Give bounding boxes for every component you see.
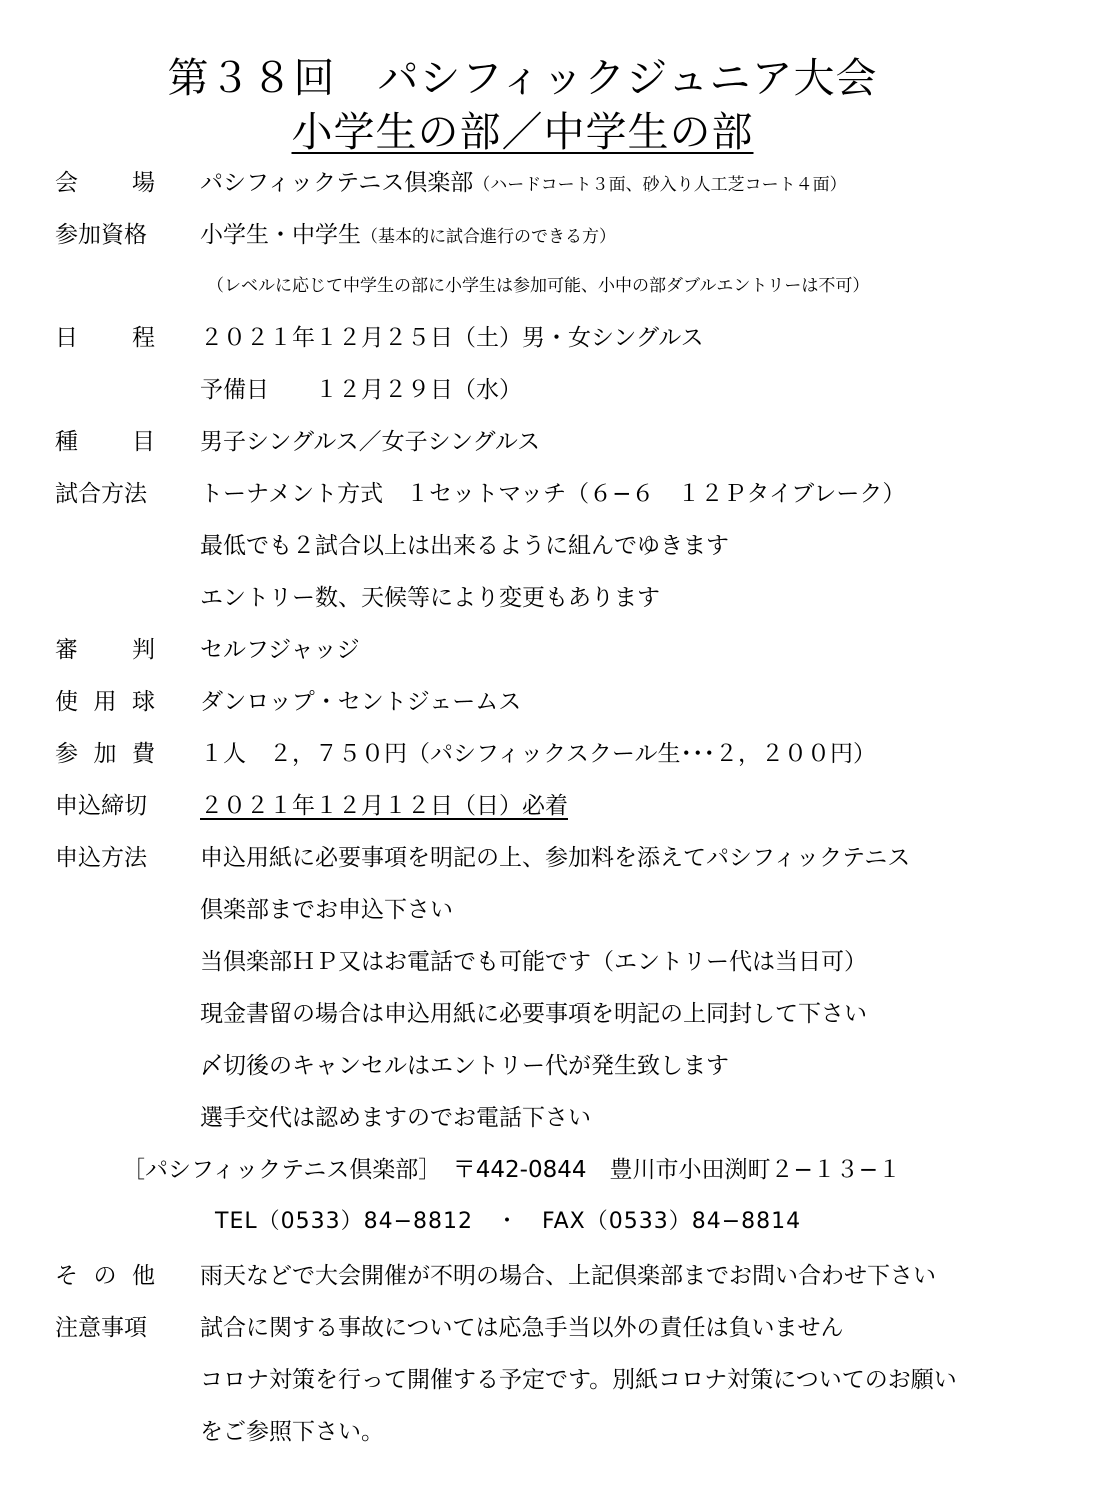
eligibility-note: （レベルに応じて中学生の部に小学生は参加可能、小中の部ダブルエントリーは不可） xyxy=(207,276,870,296)
notes-label: 注意事項 xyxy=(55,1315,147,1341)
schedule-date: ２０２１年１２月２５日（土）男・女シングルス xyxy=(200,325,704,351)
venue-row xyxy=(0,163,1100,203)
page-subtitle: 小学生の部／中学生の部 xyxy=(291,108,754,156)
referee-label: 審 判 xyxy=(55,637,155,663)
eligibility-label: 参加資格 xyxy=(55,222,147,248)
venue-label: 会 場 xyxy=(55,170,155,196)
format-label: 試合方法 xyxy=(55,481,147,507)
fee-label: 参 加 費 xyxy=(55,741,155,767)
events-label: 種 目 xyxy=(55,429,155,455)
application-row-2 xyxy=(0,890,1100,930)
eligibility-detail: （基本的に試合進行のできる方） xyxy=(361,227,616,247)
schedule-reserve: 予備日 １２月２９日（水） xyxy=(200,377,522,403)
application-line: 申込用紙に必要事項を明記の上、参加料を添えてパシフィックテニス xyxy=(200,845,911,871)
referee-row xyxy=(0,630,1100,670)
notes-row-2 xyxy=(0,1360,1100,1400)
eligibility-note-row xyxy=(0,266,1100,306)
application-line: 現金書留の場合は申込用紙に必要事項を明記の上同封して下さい xyxy=(200,1001,867,1027)
format-line: トーナメント方式 １セットマッチ（６−６ １２Ｐタイブレーク） xyxy=(200,481,906,507)
deadline-value: ２０２１年１２月１２日（日）必着 xyxy=(200,793,568,819)
other-label: そ の 他 xyxy=(55,1263,155,1289)
application-line: 当倶楽部ＨＰ又はお電話でも可能です（エントリー代は当日可） xyxy=(200,949,867,975)
format-row xyxy=(0,474,1100,514)
notes-row-3 xyxy=(0,1412,1100,1452)
deadline-row xyxy=(0,786,1100,826)
format-row-3 xyxy=(0,578,1100,618)
other-row xyxy=(0,1256,1100,1296)
contact-phone-fax: TEL（0533）84−8812 ・ FAX（0533）84−8814 xyxy=(215,1209,802,1234)
application-label: 申込方法 xyxy=(55,845,147,871)
other-value: 雨天などで大会開催が不明の場合、上記倶楽部までお問い合わせ下さい xyxy=(200,1263,936,1289)
application-row-3 xyxy=(0,942,1100,982)
page-title: 第３８回 パシフィックジュニア大会 xyxy=(167,54,878,102)
contact-row xyxy=(0,1150,1100,1190)
schedule-row xyxy=(0,318,1100,358)
application-row-4 xyxy=(0,994,1100,1034)
notes-line: コロナ対策を行って開催する予定です。別紙コロナ対策についてのお願い xyxy=(200,1367,957,1393)
contact-address: ［パシフィックテニス倶楽部］ 〒442-0844 豊川市小田渕町２−１３−１ xyxy=(122,1157,902,1183)
ball-row xyxy=(0,682,1100,722)
events-value: 男子シングルス／女子シングルス xyxy=(200,429,541,455)
deadline-label: 申込締切 xyxy=(55,793,147,819)
notes-line: 試合に関する事故については応急手当以外の責任は負いません xyxy=(200,1315,844,1341)
application-row-6 xyxy=(0,1098,1100,1138)
events-row xyxy=(0,422,1100,462)
format-line: 最低でも２試合以上は出来るように組んでゆきます xyxy=(200,533,729,559)
application-line: 選手交代は認めますのでお電話下さい xyxy=(200,1105,591,1131)
application-row xyxy=(0,838,1100,878)
notes-line: をご参照下さい。 xyxy=(200,1419,384,1445)
eligibility-value: 小学生・中学生（基本的に試合進行のできる方） xyxy=(200,222,616,248)
fee-row xyxy=(0,734,1100,774)
schedule-label: 日 程 xyxy=(55,325,155,351)
eligibility-row xyxy=(0,215,1100,255)
venue-name: パシフィックテニス倶楽部 xyxy=(200,170,474,196)
fee-value: １人 ２，７５０円（パシフィックスクール生･･･２，２００円） xyxy=(200,741,876,767)
referee-value: セルフジャッジ xyxy=(200,637,360,663)
application-row-5 xyxy=(0,1046,1100,1086)
contact-phone-row xyxy=(0,1202,1100,1242)
venue-detail: （ハードコート３面、砂入り人工芝コート４面） xyxy=(473,175,847,195)
notes-row xyxy=(0,1308,1100,1348)
format-line: エントリー数、天候等により変更もあります xyxy=(200,585,660,611)
schedule-reserve-row xyxy=(0,370,1100,410)
ball-label: 使 用 球 xyxy=(55,689,155,715)
ball-value: ダンロップ・セントジェームス xyxy=(200,689,522,715)
venue-value xyxy=(200,163,847,205)
application-line: 倶楽部までお申込下さい xyxy=(200,897,453,923)
application-line: 〆切後のキャンセルはエントリー代が発生致します xyxy=(200,1053,729,1079)
format-row-2 xyxy=(0,526,1100,566)
